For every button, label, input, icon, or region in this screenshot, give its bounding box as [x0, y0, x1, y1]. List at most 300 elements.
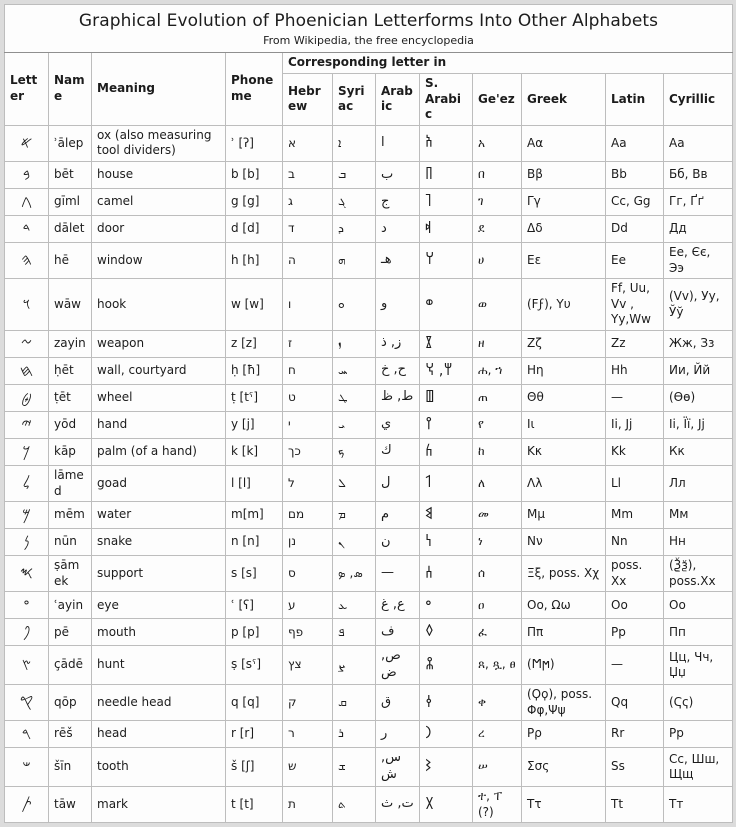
cyrillic-cell: Ее, Єє, Ээ: [664, 242, 733, 278]
greek-cell: Σσς: [522, 748, 606, 787]
geez-cell: ጸ, ጿ, ፀ: [473, 646, 522, 685]
geez-cell: ሀ: [473, 242, 522, 278]
meaning-cell: palm (of a hand): [92, 438, 226, 465]
latin-cell: Tt: [606, 787, 664, 823]
greek-cell: Ττ: [522, 787, 606, 823]
name-cell: qōp: [49, 685, 92, 721]
syriac-cell: ܬ: [333, 787, 376, 823]
letter-cell: 𐤌: [5, 502, 49, 529]
geez-cell: ረ: [473, 721, 522, 748]
name-cell: šīn: [49, 748, 92, 787]
table-row: [5, 787, 733, 823]
s-arabic-cell: 𐩨: [420, 161, 473, 188]
table-row: [5, 646, 733, 685]
meaning-cell: snake: [92, 529, 226, 556]
page-title: Graphical Evolution of Phoenician Letterforms Into Other Alphabets: [78, 11, 659, 31]
table-row: [5, 384, 733, 411]
latin-cell: Ll: [606, 465, 664, 501]
s-arabic-cell: 𐩡: [420, 465, 473, 501]
cyrillic-cell: Аа: [664, 125, 733, 161]
arabic-cell: ح, خ: [376, 357, 420, 384]
meaning-cell: wall, courtyard: [92, 357, 226, 384]
meaning-cell: house: [92, 161, 226, 188]
latin-cell: —: [606, 646, 664, 685]
name-cell: kāp: [49, 438, 92, 465]
phoneme-cell: ṭ [tˤ]: [226, 384, 283, 411]
hebrew-cell: ל: [283, 465, 333, 501]
hebrew-cell: ד: [283, 215, 333, 242]
arabic-cell: ن: [376, 529, 420, 556]
arabic-cell: س, ش: [376, 748, 420, 787]
greek-cell: Εε: [522, 242, 606, 278]
column-header-arabic: Arabic: [376, 73, 420, 125]
greek-cell: (Ϝϝ), Υυ: [522, 279, 606, 331]
hebrew-cell: ט: [283, 384, 333, 411]
phoneme-cell: g [g]: [226, 188, 283, 215]
meaning-cell: hunt: [92, 646, 226, 685]
table-row: [5, 619, 733, 646]
cyrillic-cell: Мм: [664, 502, 733, 529]
letter-cell: 𐤏: [5, 592, 49, 619]
phoneme-cell: m[m]: [226, 502, 283, 529]
name-cell: ʾālep: [49, 125, 92, 161]
arabic-cell: م: [376, 502, 420, 529]
geez-cell: የ: [473, 411, 522, 438]
table-row: [5, 161, 733, 188]
hebrew-cell: ס: [283, 556, 333, 592]
table-row: [5, 125, 733, 161]
name-cell: ṣāmek: [49, 556, 92, 592]
meaning-cell: head: [92, 721, 226, 748]
letter-cell: 𐤊: [5, 438, 49, 465]
phoneme-cell: w [w]: [226, 279, 283, 331]
syriac-cell: ܨ: [333, 646, 376, 685]
column-header-meaning: Meaning: [92, 53, 226, 125]
meaning-cell: ox (also measuring tool dividers): [92, 125, 226, 161]
syriac-cell: ܙ: [333, 330, 376, 357]
geez-cell: ገ: [473, 188, 522, 215]
greek-cell: Θθ: [522, 384, 606, 411]
greek-cell: Ηη: [522, 357, 606, 384]
latin-cell: Oo: [606, 592, 664, 619]
cyrillic-cell: (Ҁҁ): [664, 685, 733, 721]
s-arabic-cell: 𐩩: [420, 787, 473, 823]
letter-cell: 𐤁: [5, 161, 49, 188]
cyrillic-cell: Гг, Ґґ: [664, 188, 733, 215]
cyrillic-cell: Тт: [664, 787, 733, 823]
latin-cell: Rr: [606, 721, 664, 748]
name-cell: ḥēt: [49, 357, 92, 384]
latin-cell: —: [606, 384, 664, 411]
s-arabic-cell: 𐩪: [420, 556, 473, 592]
syriac-cell: ܗ: [333, 242, 376, 278]
greek-cell: Ρρ: [522, 721, 606, 748]
latin-cell: Ss: [606, 748, 664, 787]
phoenician-evolution-table: [4, 4, 733, 823]
letter-cell: 𐤎: [5, 556, 49, 592]
name-cell: ṭēt: [49, 384, 92, 411]
letter-cell: 𐤒: [5, 685, 49, 721]
syriac-cell: ܠ: [333, 465, 376, 501]
meaning-cell: window: [92, 242, 226, 278]
syriac-cell: ܪ: [333, 721, 376, 748]
name-cell: ʿayin: [49, 592, 92, 619]
geez-cell: አ: [473, 125, 522, 161]
geez-cell: ቀ: [473, 685, 522, 721]
meaning-cell: goad: [92, 465, 226, 501]
hebrew-cell: ע: [283, 592, 333, 619]
arabic-cell: ف: [376, 619, 420, 646]
letter-cell: 𐤃: [5, 215, 49, 242]
phoneme-cell: h [h]: [226, 242, 283, 278]
meaning-cell: hand: [92, 411, 226, 438]
hebrew-cell: ו: [283, 279, 333, 331]
phoneme-cell: q [q]: [226, 685, 283, 721]
greek-cell: Ζζ: [522, 330, 606, 357]
s-arabic-cell: 𐩦: [420, 748, 473, 787]
name-cell: bēt: [49, 161, 92, 188]
phoneme-cell: l [l]: [226, 465, 283, 501]
table-row: [5, 215, 733, 242]
name-cell: gīml: [49, 188, 92, 215]
cyrillic-cell: Оо: [664, 592, 733, 619]
arabic-cell: ل: [376, 465, 420, 501]
s-arabic-cell: 𐩫: [420, 438, 473, 465]
meaning-cell: door: [92, 215, 226, 242]
table-row: [5, 438, 733, 465]
column-header-group: Corresponding letter in: [283, 53, 733, 74]
greek-cell: Δδ: [522, 215, 606, 242]
letter-cell: 𐤆: [5, 330, 49, 357]
meaning-cell: mark: [92, 787, 226, 823]
greek-cell: Λλ: [522, 465, 606, 501]
phoneme-cell: t [t]: [226, 787, 283, 823]
header-row-top: [5, 53, 733, 74]
name-cell: lāmed: [49, 465, 92, 501]
syriac-cell: ܡ: [333, 502, 376, 529]
s-arabic-cell: 𐩱: [420, 125, 473, 161]
greek-cell: Οο, Ωω: [522, 592, 606, 619]
hebrew-cell: כך: [283, 438, 333, 465]
syriac-cell: ܐ: [333, 125, 376, 161]
arabic-cell: ك: [376, 438, 420, 465]
latin-cell: Hh: [606, 357, 664, 384]
s-arabic-cell: 𐩵: [420, 215, 473, 242]
table-row: [5, 556, 733, 592]
meaning-cell: camel: [92, 188, 226, 215]
geez-cell: ሰ: [473, 556, 522, 592]
s-arabic-cell: 𐩠: [420, 242, 473, 278]
syriac-cell: ܢ: [333, 529, 376, 556]
syriac-cell: ܓ: [333, 188, 376, 215]
syriac-cell: ܥ: [333, 592, 376, 619]
table-row: [5, 411, 733, 438]
latin-cell: Cc, Gg: [606, 188, 664, 215]
arabic-cell: د: [376, 215, 420, 242]
table-row: [5, 279, 733, 331]
greek-cell: Ιι: [522, 411, 606, 438]
cyrillic-cell: Рр: [664, 721, 733, 748]
s-arabic-cell: 𐩴: [420, 188, 473, 215]
s-arabic-cell: 𐩺: [420, 411, 473, 438]
cyrillic-cell: (Ѯѯ), poss.Xx: [664, 556, 733, 592]
s-arabic-cell: 𐩸: [420, 330, 473, 357]
latin-cell: Ee: [606, 242, 664, 278]
syriac-cell: ܘ: [333, 279, 376, 331]
column-header-hebrew: Hebrew: [283, 73, 333, 125]
meaning-cell: water: [92, 502, 226, 529]
geez-cell: በ: [473, 161, 522, 188]
hebrew-cell: נן: [283, 529, 333, 556]
table-row: [5, 330, 733, 357]
syriac-cell: ܝ: [333, 411, 376, 438]
geez-cell: ጠ: [473, 384, 522, 411]
phoneme-cell: b [b]: [226, 161, 283, 188]
arabic-cell: ص, ض: [376, 646, 420, 685]
letter-cell: 𐤔: [5, 748, 49, 787]
arabic-cell: ط, ظ: [376, 384, 420, 411]
syriac-cell: ܟ: [333, 438, 376, 465]
greek-cell: Γγ: [522, 188, 606, 215]
letter-cell: 𐤕: [5, 787, 49, 823]
greek-cell: Ξξ, poss. Χχ: [522, 556, 606, 592]
meaning-cell: support: [92, 556, 226, 592]
syriac-cell: ܣ, ܤ: [333, 556, 376, 592]
name-cell: tāw: [49, 787, 92, 823]
column-header-s-arabic: S. Arabic: [420, 73, 473, 125]
cyrillic-cell: Іі, Її, Jj: [664, 411, 733, 438]
meaning-cell: eye: [92, 592, 226, 619]
geez-cell: ተ, ፐ (?): [473, 787, 522, 823]
name-cell: nūn: [49, 529, 92, 556]
table-row: [5, 685, 733, 721]
geez-cell: ደ: [473, 215, 522, 242]
phoneme-cell: d [d]: [226, 215, 283, 242]
hebrew-cell: מם: [283, 502, 333, 529]
greek-cell: Κκ: [522, 438, 606, 465]
syriac-cell: ܒ: [333, 161, 376, 188]
phoneme-cell: n [n]: [226, 529, 283, 556]
s-arabic-cell: 𐩲: [420, 592, 473, 619]
arabic-cell: —: [376, 556, 420, 592]
latin-cell: poss. Xx: [606, 556, 664, 592]
name-cell: rēš: [49, 721, 92, 748]
cyrillic-cell: Сс, Шш, Щщ: [664, 748, 733, 787]
arabic-cell: ر: [376, 721, 420, 748]
s-arabic-cell: 𐩬: [420, 529, 473, 556]
arabic-cell: ز, ذ: [376, 330, 420, 357]
letter-cell: 𐤇: [5, 357, 49, 384]
table-row: [5, 502, 733, 529]
geez-cell: ነ: [473, 529, 522, 556]
letter-cell: 𐤐: [5, 619, 49, 646]
table-row: [5, 242, 733, 278]
meaning-cell: mouth: [92, 619, 226, 646]
s-arabic-cell: 𐩣: [420, 502, 473, 529]
s-arabic-cell: 𐩷: [420, 384, 473, 411]
syriac-cell: ܕ: [333, 215, 376, 242]
cyrillic-cell: Цц, Чч, Џџ: [664, 646, 733, 685]
syriac-cell: ܩ: [333, 685, 376, 721]
title-row: [5, 5, 733, 53]
latin-cell: Bb: [606, 161, 664, 188]
phoneme-cell: k [k]: [226, 438, 283, 465]
table-row: [5, 357, 733, 384]
hebrew-cell: ר: [283, 721, 333, 748]
syriac-cell: ܫ: [333, 748, 376, 787]
cyrillic-cell: Ии, Йй: [664, 357, 733, 384]
meaning-cell: weapon: [92, 330, 226, 357]
arabic-cell: ا: [376, 125, 420, 161]
name-cell: mēm: [49, 502, 92, 529]
hebrew-cell: ק: [283, 685, 333, 721]
name-cell: hē: [49, 242, 92, 278]
meaning-cell: tooth: [92, 748, 226, 787]
phoneme-cell: ʿ [ʕ]: [226, 592, 283, 619]
arabic-cell: و: [376, 279, 420, 331]
greek-cell: Νν: [522, 529, 606, 556]
column-header-name: Name: [49, 53, 92, 125]
s-arabic-cell: 𐩧: [420, 721, 473, 748]
column-header-letter: Letter: [5, 53, 49, 125]
syriac-cell: ܦ: [333, 619, 376, 646]
geez-cell: ሠ: [473, 748, 522, 787]
phoneme-cell: p [p]: [226, 619, 283, 646]
geez-cell: መ: [473, 502, 522, 529]
meaning-cell: hook: [92, 279, 226, 331]
greek-cell: Ββ: [522, 161, 606, 188]
hebrew-cell: י: [283, 411, 333, 438]
phoneme-cell: ṣ [sˤ]: [226, 646, 283, 685]
latin-cell: Nn: [606, 529, 664, 556]
letter-cell: 𐤑: [5, 646, 49, 685]
phoneme-cell: z [z]: [226, 330, 283, 357]
title-cell: [5, 5, 733, 53]
letter-cell: 𐤉: [5, 411, 49, 438]
column-header-syriac: Syriac: [333, 73, 376, 125]
arabic-cell: ت, ث: [376, 787, 420, 823]
phoneme-cell: r [r]: [226, 721, 283, 748]
latin-cell: Aa: [606, 125, 664, 161]
cyrillic-cell: Жж, Зз: [664, 330, 733, 357]
meaning-cell: needle head: [92, 685, 226, 721]
geez-cell: ወ: [473, 279, 522, 331]
latin-cell: Mm: [606, 502, 664, 529]
hebrew-cell: ה: [283, 242, 333, 278]
name-cell: yōd: [49, 411, 92, 438]
hebrew-cell: א: [283, 125, 333, 161]
geez-cell: ከ: [473, 438, 522, 465]
table-row: [5, 721, 733, 748]
geez-cell: ዐ: [473, 592, 522, 619]
s-arabic-cell: 𐩰: [420, 619, 473, 646]
arabic-cell: ع, غ: [376, 592, 420, 619]
s-arabic-cell: 𐩤: [420, 685, 473, 721]
latin-cell: Zz: [606, 330, 664, 357]
letter-cell: 𐤋: [5, 465, 49, 501]
column-header-ge-ez: Ge'ez: [473, 73, 522, 125]
hebrew-cell: ג: [283, 188, 333, 215]
name-cell: wāw: [49, 279, 92, 331]
hebrew-cell: ש: [283, 748, 333, 787]
s-arabic-cell: 𐩮: [420, 646, 473, 685]
geez-cell: ፈ: [473, 619, 522, 646]
cyrillic-cell: Дд: [664, 215, 733, 242]
greek-cell: Μμ: [522, 502, 606, 529]
latin-cell: Ii, Jj: [606, 411, 664, 438]
syriac-cell: ܚ: [333, 357, 376, 384]
latin-cell: Dd: [606, 215, 664, 242]
cyrillic-cell: (Ѳѳ): [664, 384, 733, 411]
geez-cell: ለ: [473, 465, 522, 501]
table-row: [5, 188, 733, 215]
name-cell: dālet: [49, 215, 92, 242]
table-row: [5, 465, 733, 501]
meaning-cell: wheel: [92, 384, 226, 411]
arabic-cell: ي: [376, 411, 420, 438]
latin-cell: Kk: [606, 438, 664, 465]
page-subtitle: From Wikipedia, the free encyclopedia: [263, 34, 474, 48]
letter-cell: 𐤍: [5, 529, 49, 556]
geez-cell: ዘ: [473, 330, 522, 357]
letter-cell: 𐤈: [5, 384, 49, 411]
cyrillic-cell: Лл: [664, 465, 733, 501]
letter-cell: 𐤀: [5, 125, 49, 161]
cyrillic-cell: Кк: [664, 438, 733, 465]
greek-cell: (Ϻϻ): [522, 646, 606, 685]
name-cell: pē: [49, 619, 92, 646]
column-header-phoneme: Phoneme: [226, 53, 283, 125]
table-row: [5, 529, 733, 556]
syriac-cell: ܛ: [333, 384, 376, 411]
letter-cell: 𐤓: [5, 721, 49, 748]
phoneme-cell: s [s]: [226, 556, 283, 592]
latin-cell: Pp: [606, 619, 664, 646]
phoneme-cell: š [ʃ]: [226, 748, 283, 787]
hebrew-cell: ת: [283, 787, 333, 823]
phoneme-cell: y [j]: [226, 411, 283, 438]
letter-cell: 𐤄: [5, 242, 49, 278]
letter-cell: 𐤅: [5, 279, 49, 331]
latin-cell: Qq: [606, 685, 664, 721]
arabic-cell: ب: [376, 161, 420, 188]
greek-cell: (Ϙϙ), poss. Φφ,Ψψ: [522, 685, 606, 721]
column-header-greek: Greek: [522, 73, 606, 125]
s-arabic-cell: 𐩢, 𐩭: [420, 357, 473, 384]
table-row: [5, 748, 733, 787]
hebrew-cell: ב: [283, 161, 333, 188]
letter-cell: 𐤂: [5, 188, 49, 215]
geez-cell: ሐ, ኀ: [473, 357, 522, 384]
name-cell: zayin: [49, 330, 92, 357]
cyrillic-cell: (Vv), Уу, Ўў: [664, 279, 733, 331]
hebrew-cell: פף: [283, 619, 333, 646]
hebrew-cell: ח: [283, 357, 333, 384]
s-arabic-cell: 𐩥: [420, 279, 473, 331]
column-header-latin: Latin: [606, 73, 664, 125]
phoneme-cell: ḥ [ħ]: [226, 357, 283, 384]
greek-cell: Ππ: [522, 619, 606, 646]
latin-cell: Ff, Uu, Vv , Yy,Ww: [606, 279, 664, 331]
arabic-cell: ج: [376, 188, 420, 215]
arabic-cell: ق: [376, 685, 420, 721]
cyrillic-cell: Нн: [664, 529, 733, 556]
table-row: [5, 592, 733, 619]
hebrew-cell: ז: [283, 330, 333, 357]
cyrillic-cell: Бб, Вв: [664, 161, 733, 188]
cyrillic-cell: Пп: [664, 619, 733, 646]
name-cell: çādē: [49, 646, 92, 685]
